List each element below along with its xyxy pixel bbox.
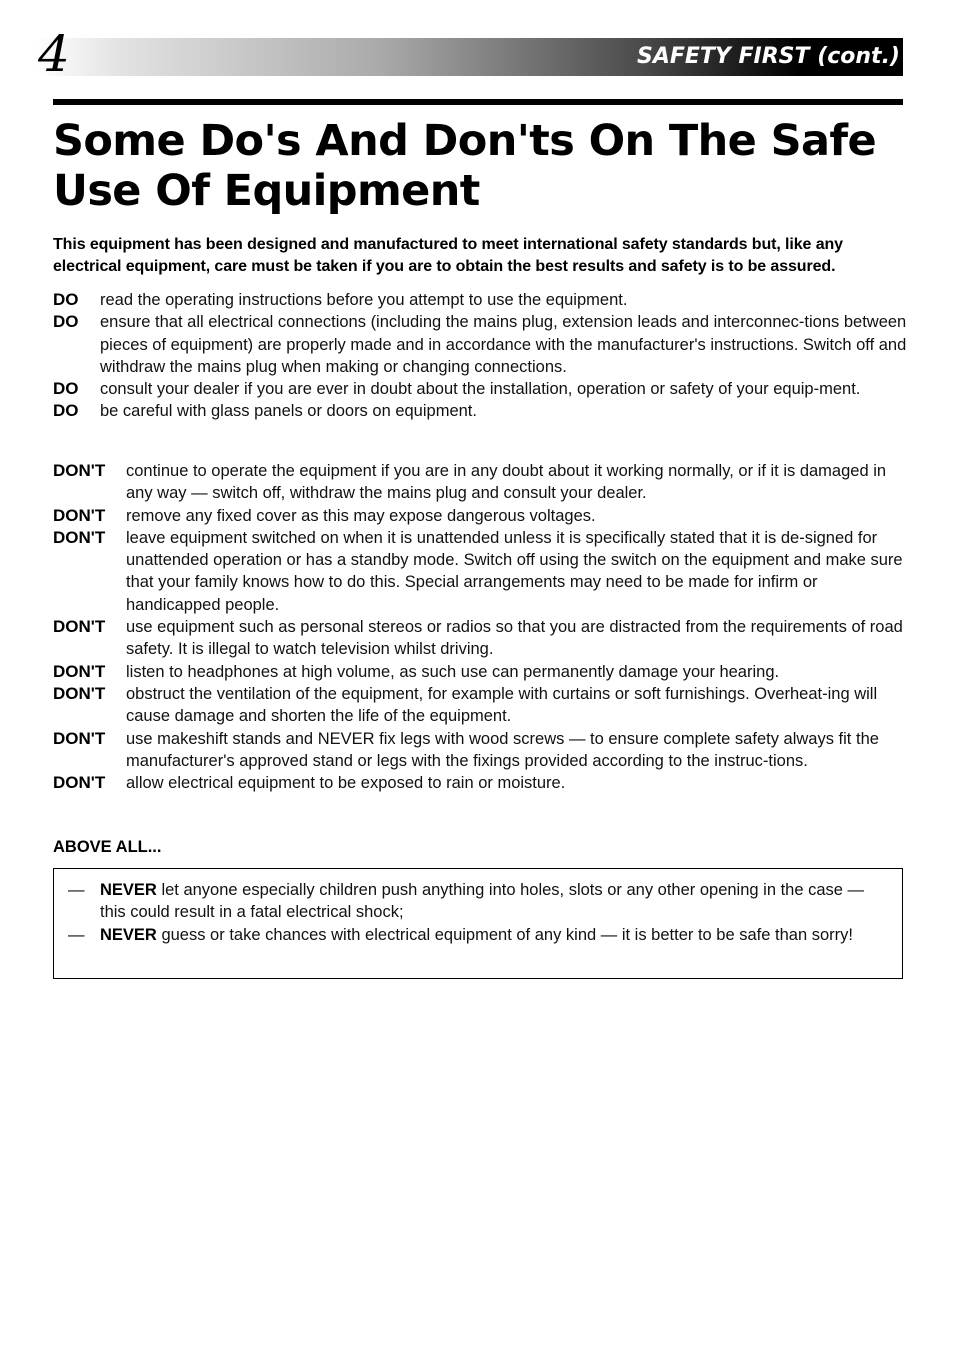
dont-text: use makeshift stands and NEVER fix legs with wood screws — to ensure complete safety always fit the manufacturer's approved stand or legs with the fixings provided according to the instruc-tions. <box>126 729 879 770</box>
page-title: Some Do's And Don'ts On The Safe Use Of Equipment <box>53 116 877 216</box>
dont-text: allow electrical equipment to be exposed to rain or moisture. <box>126 774 566 793</box>
list-item <box>68 879 888 924</box>
list-item <box>53 378 913 400</box>
list-item <box>68 924 888 946</box>
do-list <box>53 289 913 423</box>
never-emphasis: NEVER <box>100 881 157 899</box>
do-text: consult your dealer if you are ever in doubt about the installation, operation or safety of your equip-ment. <box>100 380 861 399</box>
list-item <box>53 683 913 728</box>
list-item <box>53 460 913 505</box>
dont-keyword: DON'T <box>53 773 106 793</box>
warning-list <box>68 879 888 946</box>
do-text: ensure that all electrical connections (including the mains plug, extension leads and interconnec-tions between pieces of equipment) are properly made and in accordance with the manufacturer's instructions. Switch off and withdraw the mains plug when making or changing connections. <box>100 313 907 376</box>
do-keyword: DO <box>53 401 79 421</box>
above-all-heading: ABOVE ALL... <box>53 838 162 856</box>
warning-body: guess or take chances with electrical equipment of any kind — it is better to be safe than sorry! <box>156 925 853 944</box>
list-item <box>53 772 913 794</box>
warning-text <box>100 924 888 946</box>
list-item <box>53 661 913 683</box>
list-item <box>53 728 913 773</box>
warning-body: let anyone especially children push anything into holes, slots or any other opening in the case — this could result in a fatal electrical shock; <box>100 881 865 922</box>
em-dash: — <box>68 925 85 944</box>
title-rule <box>53 99 903 105</box>
do-keyword: DO <box>53 290 79 309</box>
dont-keyword: DON'T <box>53 461 106 480</box>
list-item <box>53 289 913 311</box>
dont-text: leave equipment switched on when it is unattended unless it is specifically stated that it is de-signed for unattended operation or has a standby mode. Switch off using the switch on the equipment and make sure that your family knows how to do this. Special arrangements may need to be made for infirm or handicapped people. <box>126 528 903 614</box>
dont-text: continue to operate the equipment if you are in any doubt about it working normally, or if it is damaged in any way — switch off, withdraw the mains plug and consult your dealer. <box>126 462 887 503</box>
dont-keyword: DON'T <box>53 683 106 703</box>
dont-text: remove any fixed cover as this may expose dangerous voltages. <box>126 506 596 525</box>
do-keyword: DO <box>53 312 79 332</box>
dont-list <box>53 460 913 794</box>
section-title: SAFETY FIRST (cont.) <box>637 44 900 69</box>
dont-keyword: DON'T <box>53 617 106 637</box>
do-keyword: DO <box>53 379 79 399</box>
page-number: 4 <box>38 25 70 83</box>
dont-keyword: DON'T <box>53 728 106 748</box>
list-item <box>53 311 913 378</box>
list-item <box>53 400 913 422</box>
do-text: be careful with glass panels or doors on equipment. <box>100 402 477 421</box>
dont-keyword: DON'T <box>53 527 106 547</box>
dont-text: use equipment such as personal stereos or radios so that you are distracted from the requirements of road safety. It is illegal to watch television whilst driving. <box>126 618 903 659</box>
dont-keyword: DON'T <box>53 505 106 525</box>
warning-box <box>53 868 903 979</box>
warning-text <box>100 879 888 924</box>
do-text: read the operating instructions before you attempt to use the equipment. <box>100 291 628 309</box>
dont-text: listen to headphones at high volume, as such use can permanently damage your hearing. <box>126 662 780 681</box>
list-item <box>53 505 913 527</box>
dont-keyword: DON'T <box>53 661 106 681</box>
intro-paragraph: This equipment has been designed and manufactured to meet international safety standards but, like any electrical equipment, care must be taken if you are to obtain the best results and safety is to be assured. <box>53 236 843 275</box>
never-emphasis: NEVER <box>100 925 157 944</box>
dont-text: obstruct the ventilation of the equipment, for example with curtains or soft furnishings. Overheat-ing will cause damage and shorten the life of the equipment. <box>126 684 878 726</box>
list-item <box>53 616 913 661</box>
list-item <box>53 527 913 616</box>
em-dash: — <box>68 881 85 899</box>
